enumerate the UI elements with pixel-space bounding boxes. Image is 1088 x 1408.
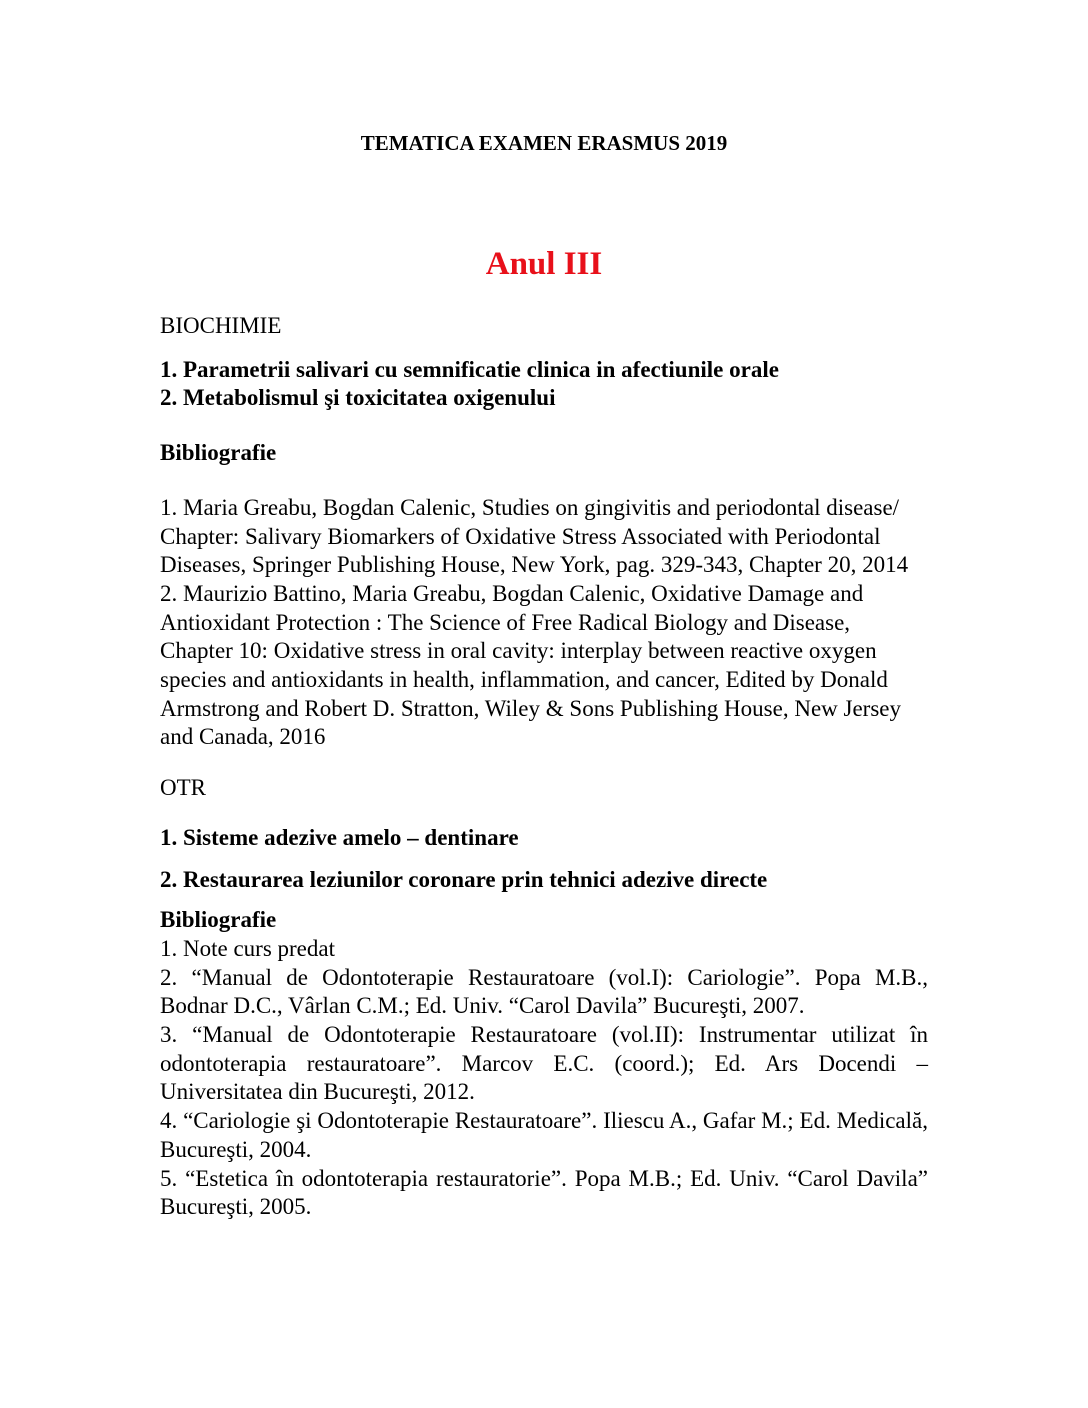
topic-item: 1. Parametrii salivari cu semnificatie clinica in afectiunile orale xyxy=(160,356,779,382)
bibliography-item: 1. Note curs predat xyxy=(160,935,335,961)
section-label-biochimie: BIOCHIMIE xyxy=(160,313,282,338)
bibliography-heading: Bibliografie xyxy=(160,440,277,466)
bibliography-heading: Bibliografie xyxy=(160,907,277,933)
section-label-otr: OTR xyxy=(160,775,206,801)
topic-item: 2. Restaurarea leziunilor coronare prin tehnici adezive directe xyxy=(160,866,768,892)
document-body xyxy=(160,312,928,1222)
bibliography-item: 1. Maria Greabu, Bogdan Calenic, Studies on gingivitis and periodontal disease/ Chapter: Salivary Biomarkers of Oxidative Stress Associated with Periodontal Diseases, Springer Publishing House, New York, pag. 329-343, Chapter 20, 2014 xyxy=(160,494,909,578)
year-heading: Anul III xyxy=(485,246,603,282)
bibliography-item: 2. Maurizio Battino, Maria Greabu, Bogdan Calenic, Oxidative Damage and Antioxidant Protection : The Science of Free Radical Biology and Disease, Chapter 10: Oxidative stress in oral cavity: interplay between reactive oxygen species and antioxidants in health, inflammation, and cancer, Edited by Donald Armstrong and Robert D. Stratton, Wiley & Sons Publishing House, New Jersey and Canada, 2016 xyxy=(160,580,901,750)
bibliography-item: 4. “Cariologie şi Odontoterapie Restauratoare”. Iliescu A., Gafar M.; Ed. Medicală, Bucureşti, 2004. xyxy=(160,1108,928,1162)
topic-item: 1. Sisteme adezive amelo – dentinare xyxy=(160,824,519,850)
topic-item: 2. Metabolismul şi toxicitatea oxigenului xyxy=(160,385,556,411)
document-title: TEMATICA EXAMEN ERASMUS 2019 xyxy=(360,131,728,155)
bibliography-item: 2. “Manual de Odontoterapie Restauratoare (vol.I): Cariologie”. Popa M.B., Bodnar D.C., Vârlan C.M.; Ed. Univ. “Carol Davila” Bucureşti, 2007. xyxy=(160,964,928,1019)
bibliography-item: 3. “Manual de Odontoterapie Restauratoare (vol.II): Instrumentar utilizat în odontoterapia restauratoare”. Marcov E.C. (coord.); Ed. Ars Docendi – Universitatea din Bucureşti, 2012. xyxy=(160,1022,928,1105)
bibliography-item: 5. “Estetica în odontoterapia restauratorie”. Popa M.B.; Ed. Univ. “Carol Davila” Bucureşti, 2005. xyxy=(160,1165,928,1220)
